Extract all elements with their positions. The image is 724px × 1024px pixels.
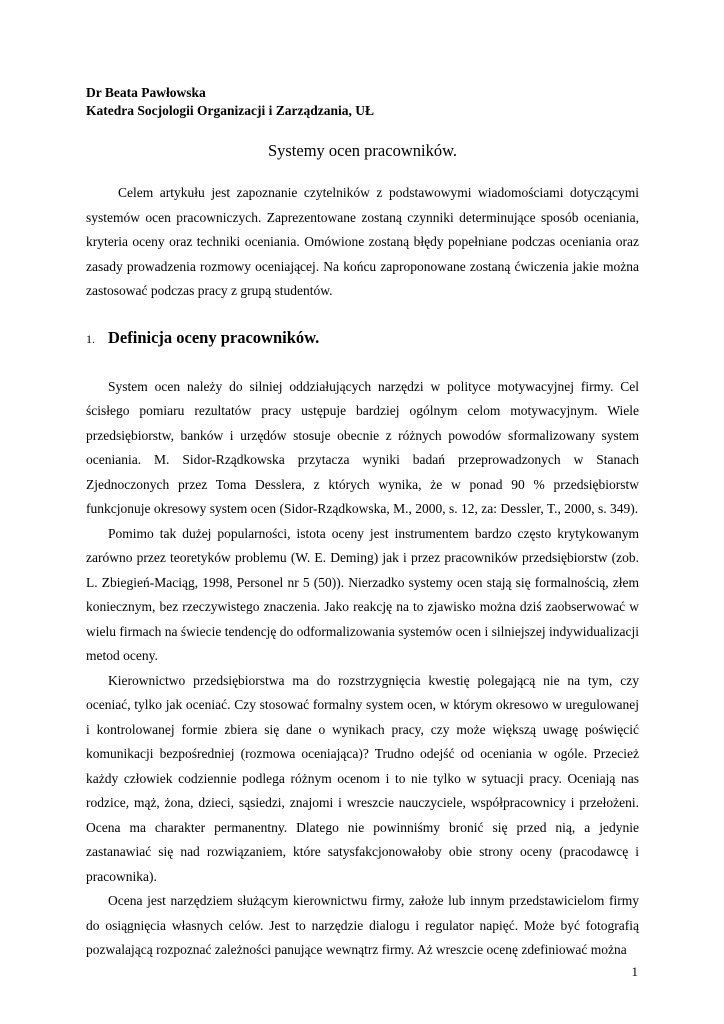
document-title: Systemy ocen pracowników. <box>267 141 458 160</box>
author-affiliation: Katedra Socjologii Organizacji i Zarządzania, UŁ <box>86 103 374 118</box>
body-paragraph: Ocena jest narzędziem służącym kierownictwu firmy, założe lub innym przedstawicielom firmy do osiągnięcia własnych celów. Jest to narzędzie dialogu i regulator napięć. Może być fotografią pozwalającą rozpoznać zależności panujące wewnątrz firmy. Aż wreszcie ocenę zdefiniować można <box>86 893 639 957</box>
document-page <box>86 84 639 963</box>
page-number: 1 <box>631 964 638 979</box>
abstract-paragraph: Celem artykułu jest zapoznanie czytelników z podstawowymi wiadomościami dotyczącymi systemów ocen pracowniczych. Zaprezentowane zostaną czynniki determinujące sposób oceniania, kryteria oceny oraz techniki oceniania. Omówione zostaną błędy popełniane podczas oceniania oraz zasady prowadzenia rozmowy oceniającej. Na końcu zaproponowane zostaną ćwiczenia jakie można zastosować podczas pracy z grupą studentów. <box>86 185 639 298</box>
section-body <box>86 375 639 963</box>
section-heading <box>86 327 639 350</box>
body-paragraph: Pomimo tak dużej popularności, istota oceny jest instrumentem bardzo często krytykowanym zarówno przez teoretyków problemu (W. E. Deming) jak i przez pracowników przedsiębiorstw (zob. L. Zbiegień-Maciąg, 1998, Personel nr 5 (50)). Nierzadko systemy ocen stają się formalnością, złem koniecznym, bez rzeczywistego znaczenia. Jako reakcję na to zjawisko można dziś zaobserwować w wielu firmach na świecie tendencję do odformalizowania systemów ocen i silniejszej indywidualizacji metod oceny. <box>86 525 639 663</box>
author-name: Dr Beata Pawłowska <box>86 85 206 100</box>
body-paragraph: Kierownictwo przedsiębiorstwa ma do rozstrzygnięcia kwestię polegającą nie na tym, czy oceniać, tylko jak oceniać. Czy stosować formalny system ocen, w którym okresowo w uregulowanej i kontrolowanej formie zbiera się dane o wynikach pracy, czy może większą uwagę poświęcić komunikacji bezpośredniej (rozmowa oceniająca)? Trudno odejść od oceniania w ogóle. Przecież każdy człowiek codziennie podlega różnym ocenom i to nie tylko w sytuacji pracy. Oceniają nas rodzice, mąż, żona, dzieci, sąsiedzi, znajomi i wreszcie nauczyciele, współpracownicy i przełożeni. Ocena ma charakter permanentny. Dlatego nie powinniśmy bronić się przed nią, a jedynie zastanawiać się nad rozwiązaniem, które satysfakcjonowałoby obie strony oceny (pracodawcę i pracownika). <box>86 672 639 884</box>
section-title: Definicja oceny pracowników. <box>108 327 320 347</box>
body-paragraph: System ocen należy do silniej oddziałujących narzędzi w polityce motywacyjnej firmy. Cel ścisłego pomiaru rezultatów pracy ustępuje bardziej ogólnym celom motywacyjnym. Wiele przedsiębiorstw, banków i urzędów stosuje obecnie z różnych powodów sformalizowany system oceniania. M. Sidor-Rządkowska przytacza wyniki badań przeprowadzonych w Stanach Zjednoczonych przez Toma Desslera, z których wynika, że w ponad 90 % przedsiębiorstw funkcjonuje okresowy system ocen (Sidor-Rządkowska, M., 2000, s. 12, za: Dessler, T., 2000, s. 349). <box>86 378 639 516</box>
section-number: 1. <box>86 331 95 346</box>
